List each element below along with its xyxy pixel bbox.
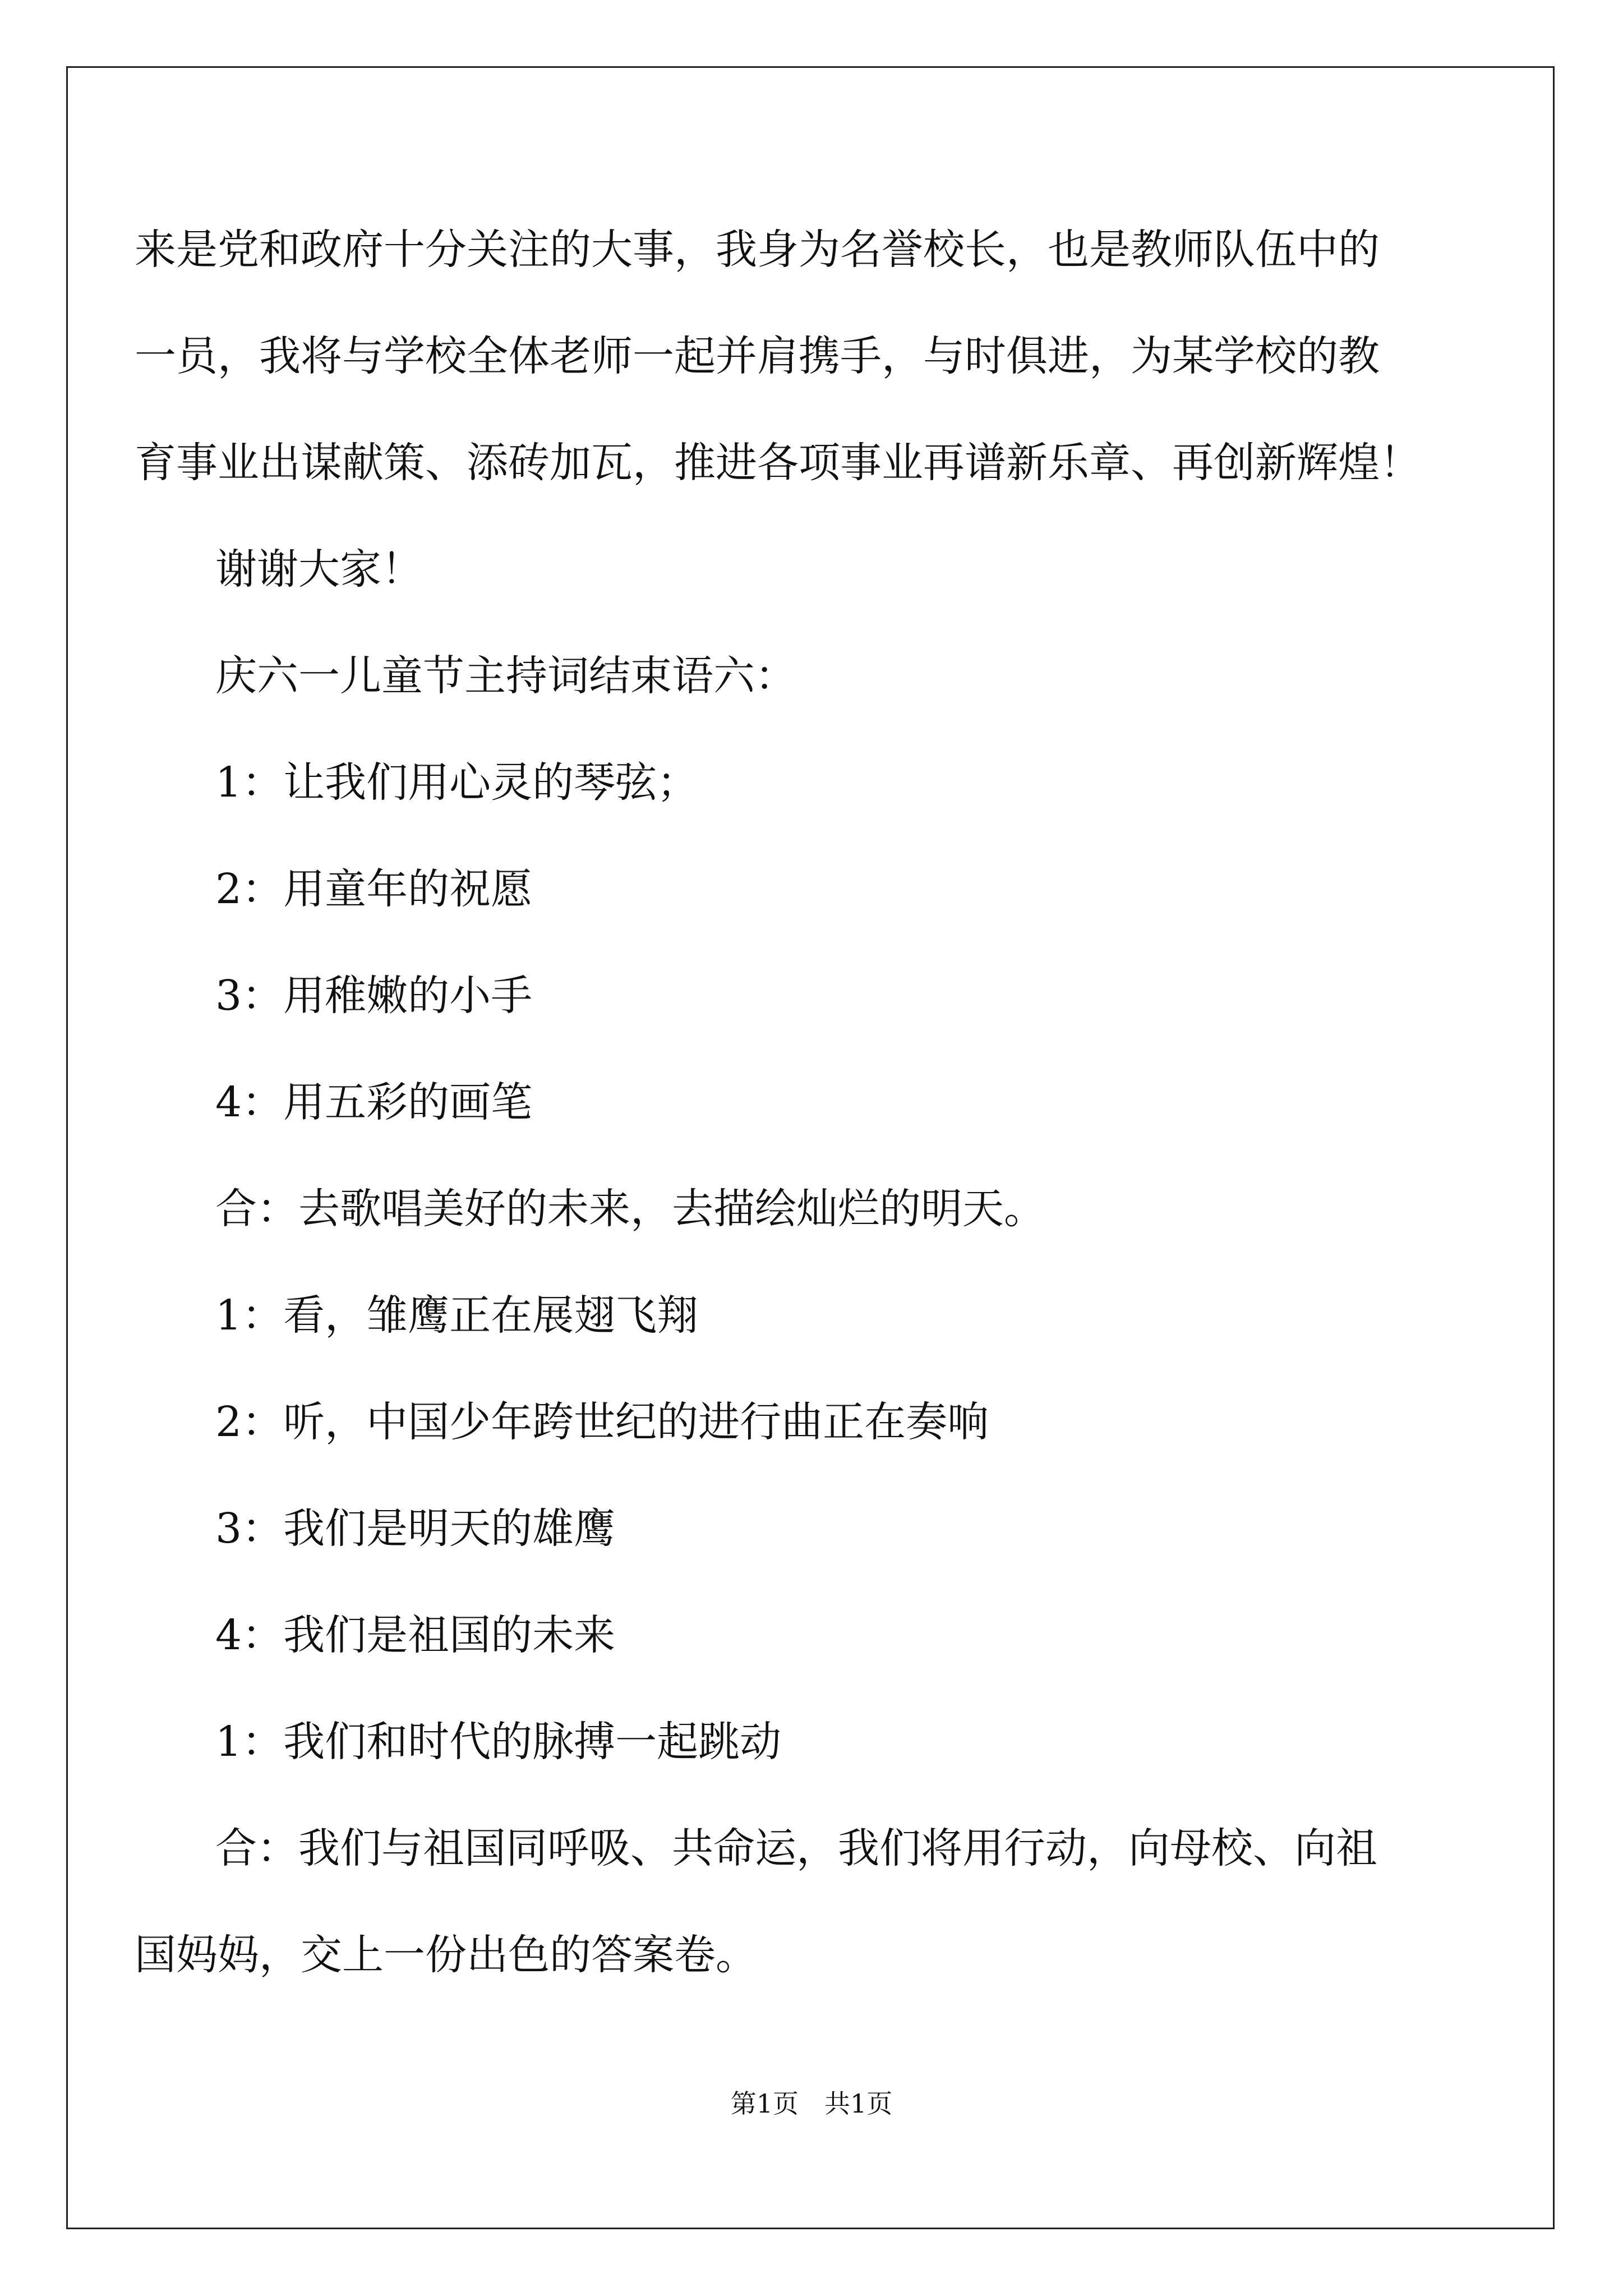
host-line: 合：去歌唱美好的未来，去描绘灿烂的明天。	[215, 1185, 1045, 1233]
final-paragraph-line: 国妈妈，交上一份出色的答案卷。	[135, 1931, 757, 1979]
section-heading: 庆六一儿童节主持词结束语六：	[215, 652, 796, 700]
paragraph-line: 一员，我将与学校全体老师一起并肩携手，与时俱进，为某学校的教	[135, 332, 1380, 380]
page-footer: 第1页 共1页	[730, 2088, 893, 2119]
host-line: 1：我们和时代的脉搏一起跳动	[215, 1718, 782, 1766]
host-line: 2：用童年的祝愿	[215, 865, 533, 913]
paragraph-line: 育事业出谋献策、添砖加瓦，推进各项事业再谱新乐章、再创新辉煌！	[135, 439, 1421, 487]
final-paragraph-line: 合：我们与祖国同呼吸、共命运，我们将用行动，向母校、向祖	[215, 1824, 1377, 1872]
host-line: 1：让我们用心灵的琴弦；	[215, 758, 699, 807]
paragraph-line: 来是党和政府十分关注的大事，我身为名誉校长，也是教师队伍中的	[135, 226, 1380, 274]
host-line: 3：用稚嫩的小手	[215, 972, 533, 1020]
page-border	[66, 66, 1555, 2229]
host-line: 3：我们是明天的雄鹰	[215, 1504, 616, 1553]
thanks-line: 谢谢大家！	[215, 545, 423, 593]
host-line: 1：看，雏鹰正在展翅飞翔	[215, 1291, 699, 1340]
host-line: 4：用五彩的画笔	[215, 1078, 533, 1126]
host-line: 2：听，中国少年跨世纪的进行曲正在奏响	[215, 1398, 989, 1446]
host-line: 4：我们是祖国的未来	[215, 1611, 616, 1659]
